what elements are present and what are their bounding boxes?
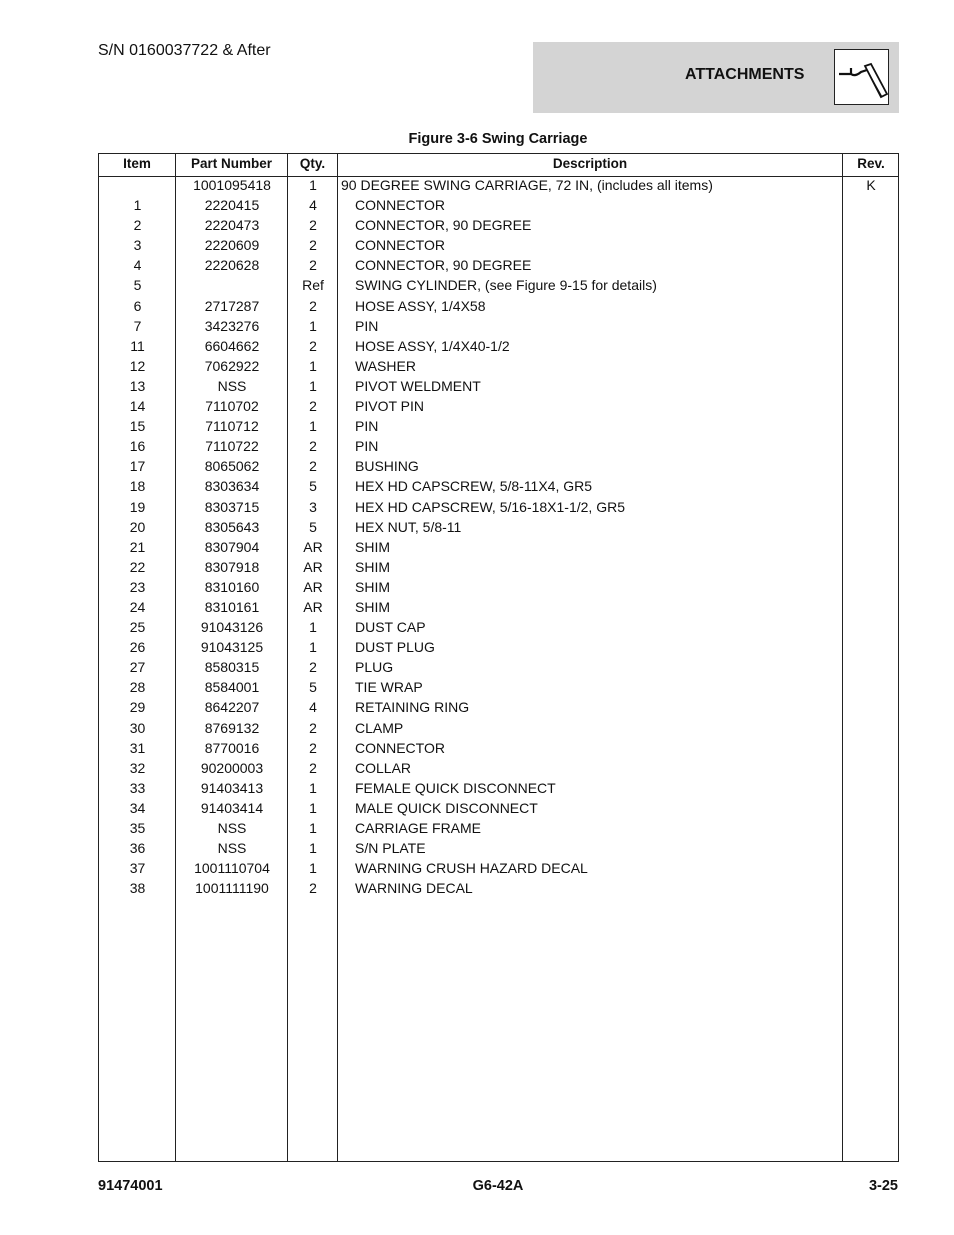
table-row bbox=[99, 456, 898, 476]
table-row bbox=[99, 215, 898, 235]
cell-item: 38 bbox=[129, 880, 146, 897]
cell-part-number: 2220609 bbox=[204, 237, 260, 254]
table-row bbox=[99, 798, 898, 818]
cell-qty: AR bbox=[303, 578, 323, 595]
cell-description: CLAMP bbox=[355, 719, 404, 736]
serial-number: S/N 0160037722 & After bbox=[98, 42, 271, 59]
table-row bbox=[99, 858, 898, 878]
cell-item: 4 bbox=[133, 257, 142, 274]
cell-part-number: 8307904 bbox=[204, 538, 260, 555]
cell-part-number: 7062922 bbox=[204, 357, 260, 374]
table-row bbox=[99, 517, 898, 537]
cell-description: TIE WRAP bbox=[355, 679, 423, 696]
cell-qty: 1 bbox=[309, 418, 317, 435]
hydraulic-attachment-icon bbox=[834, 49, 889, 105]
table-row bbox=[99, 275, 898, 295]
cell-item: 28 bbox=[129, 679, 146, 696]
cell-description: CONNECTOR bbox=[355, 237, 445, 254]
cell-item: 27 bbox=[129, 659, 146, 676]
table-row bbox=[99, 476, 898, 496]
cell-qty: 1 bbox=[309, 377, 317, 394]
cell-part-number: 3423276 bbox=[204, 317, 260, 334]
cell-item: 7 bbox=[133, 317, 142, 334]
table-row bbox=[99, 617, 898, 637]
table-row bbox=[99, 235, 898, 255]
column-header-description: Description bbox=[552, 156, 628, 171]
cell-qty: 2 bbox=[309, 337, 317, 354]
table-row bbox=[99, 175, 898, 195]
cell-item: 22 bbox=[129, 558, 146, 575]
table-row bbox=[99, 878, 898, 898]
table-row bbox=[99, 537, 898, 557]
cell-qty: 2 bbox=[309, 297, 317, 314]
cell-description: SHIM bbox=[355, 538, 390, 555]
cell-part-number: 8769132 bbox=[204, 719, 260, 736]
cell-item: 14 bbox=[129, 398, 146, 415]
cell-qty: 3 bbox=[309, 498, 317, 515]
cell-description: DUST CAP bbox=[355, 619, 426, 636]
cell-description: CONNECTOR, 90 DEGREE bbox=[355, 257, 532, 274]
cell-qty: 2 bbox=[309, 398, 317, 415]
footer-page-number: 3-25 bbox=[868, 1178, 898, 1194]
cell-description: RETAINING RING bbox=[355, 699, 470, 716]
cell-description: CONNECTOR bbox=[355, 197, 445, 214]
table-row bbox=[99, 818, 898, 838]
cell-description: WARNING CRUSH HAZARD DECAL bbox=[355, 860, 588, 877]
cell-item: 19 bbox=[129, 498, 146, 515]
cell-description: PIVOT WELDMENT bbox=[355, 377, 481, 394]
cell-part-number: 8310160 bbox=[204, 578, 260, 595]
cell-item: 26 bbox=[129, 639, 146, 656]
cell-item: 23 bbox=[129, 578, 146, 595]
cell-part-number: NSS bbox=[217, 377, 247, 394]
cell-description: HEX HD CAPSCREW, 5/16-18X1-1/2, GR5 bbox=[355, 498, 625, 515]
cell-description: BUSHING bbox=[355, 458, 419, 475]
table-row bbox=[99, 697, 898, 717]
cell-qty: 1 bbox=[309, 619, 317, 636]
table-row bbox=[99, 577, 898, 597]
section-title: ATTACHMENTS bbox=[685, 66, 805, 83]
cell-part-number: NSS bbox=[217, 820, 247, 836]
cell-description: PIN bbox=[355, 438, 379, 455]
table-row bbox=[99, 316, 898, 336]
cell-qty: 4 bbox=[309, 699, 317, 716]
cell-part-number: 8305643 bbox=[204, 518, 260, 535]
cell-qty: 1 bbox=[309, 177, 317, 193]
cell-description: HOSE ASSY, 1/4X58 bbox=[355, 297, 486, 314]
cell-qty: 5 bbox=[309, 478, 317, 495]
cell-qty: 2 bbox=[309, 237, 317, 254]
table-row bbox=[99, 557, 898, 577]
column-header-qty: Qty. bbox=[299, 156, 326, 171]
cell-description: 90 DEGREE SWING CARRIAGE, 72 IN, (includes all items) bbox=[341, 177, 713, 193]
cell-item: 1 bbox=[133, 197, 142, 214]
cell-part-number: 91403413 bbox=[200, 779, 264, 796]
table-row bbox=[99, 758, 898, 778]
cell-item: 3 bbox=[133, 237, 142, 254]
cell-description: SHIM bbox=[355, 558, 390, 575]
cell-qty: Ref bbox=[302, 277, 324, 294]
cell-part-number: 91043126 bbox=[200, 619, 264, 636]
table-row bbox=[99, 497, 898, 517]
cell-part-number: 8642207 bbox=[204, 699, 260, 716]
cell-item: 24 bbox=[129, 598, 146, 615]
cell-qty: AR bbox=[303, 598, 323, 615]
cell-rev: K bbox=[866, 177, 876, 193]
cell-part-number: 2220473 bbox=[204, 217, 260, 234]
cell-description: CONNECTOR bbox=[355, 739, 445, 756]
cell-part-number: 1001110704 bbox=[194, 860, 270, 877]
cell-part-number: 7110722 bbox=[205, 438, 259, 455]
cell-item: 20 bbox=[129, 518, 146, 535]
cell-description: CONNECTOR, 90 DEGREE bbox=[355, 217, 532, 234]
table-row bbox=[99, 597, 898, 617]
cell-item: 34 bbox=[129, 799, 146, 816]
cell-item: 13 bbox=[129, 377, 146, 394]
cell-part-number: 8770016 bbox=[204, 739, 260, 756]
cell-part-number: 6604662 bbox=[204, 337, 260, 354]
cell-part-number: 2220415 bbox=[204, 197, 260, 214]
cell-part-number: 2220628 bbox=[204, 257, 260, 274]
cell-item: 6 bbox=[133, 297, 142, 314]
cell-qty: 1 bbox=[309, 840, 317, 857]
cell-item: 21 bbox=[129, 538, 146, 555]
cell-description: SHIM bbox=[355, 578, 390, 595]
cell-qty: 2 bbox=[309, 438, 317, 455]
cell-qty: 1 bbox=[309, 779, 317, 796]
cell-part-number: 8307918 bbox=[204, 558, 260, 575]
cell-qty: 5 bbox=[309, 518, 317, 535]
cell-description: WARNING DECAL bbox=[355, 880, 473, 897]
cell-description: HEX NUT, 5/8-11 bbox=[355, 518, 462, 535]
cell-description: PLUG bbox=[355, 659, 394, 676]
cell-qty: 2 bbox=[309, 739, 317, 756]
table-row bbox=[99, 637, 898, 657]
table-row bbox=[99, 657, 898, 677]
table-row bbox=[99, 838, 898, 858]
cell-part-number: 8310161 bbox=[204, 598, 260, 615]
cell-qty: 1 bbox=[309, 860, 317, 877]
table-row bbox=[99, 436, 898, 456]
cell-description: HEX HD CAPSCREW, 5/8-11X4, GR5 bbox=[355, 478, 593, 495]
column-header-item: Item bbox=[123, 156, 151, 171]
section-header bbox=[533, 42, 899, 113]
cell-part-number: 8303715 bbox=[204, 498, 260, 515]
table-row bbox=[99, 336, 898, 356]
cell-description: PIN bbox=[355, 418, 379, 435]
cell-part-number: 8303634 bbox=[204, 478, 260, 495]
cell-item: 36 bbox=[129, 840, 146, 857]
cell-description: SWING CYLINDER, (see Figure 9-15 for details) bbox=[355, 277, 657, 294]
cell-qty: 5 bbox=[309, 679, 317, 696]
cell-qty: 2 bbox=[309, 719, 317, 736]
cell-part-number: 90200003 bbox=[200, 759, 264, 776]
cell-part-number: 91403414 bbox=[200, 799, 264, 816]
cell-item: 31 bbox=[129, 739, 146, 756]
cell-item: 15 bbox=[129, 418, 146, 435]
cell-item: 11 bbox=[130, 337, 145, 354]
cell-part-number: NSS bbox=[217, 840, 247, 857]
cell-item: 29 bbox=[129, 699, 146, 716]
cell-qty: AR bbox=[303, 538, 323, 555]
cell-description: SHIM bbox=[355, 598, 390, 615]
cell-item: 12 bbox=[129, 357, 146, 374]
cell-item: 35 bbox=[129, 820, 146, 836]
table-row bbox=[99, 677, 898, 697]
cell-qty: 2 bbox=[309, 759, 317, 776]
figure-title: Figure 3-6 Swing Carriage bbox=[408, 131, 588, 147]
cell-description: HOSE ASSY, 1/4X40-1/2 bbox=[355, 337, 510, 354]
cell-description: PIN bbox=[355, 317, 379, 334]
table-row bbox=[99, 376, 898, 396]
cell-part-number: 1001095418 bbox=[193, 177, 271, 193]
cell-item: 32 bbox=[129, 759, 146, 776]
cell-qty: 2 bbox=[309, 458, 317, 475]
cell-description: MALE QUICK DISCONNECT bbox=[355, 799, 538, 816]
cell-item: 25 bbox=[129, 619, 146, 636]
cell-description: FEMALE QUICK DISCONNECT bbox=[355, 779, 556, 796]
cell-qty: 1 bbox=[309, 799, 317, 816]
cell-item: 33 bbox=[129, 779, 146, 796]
cell-item: 18 bbox=[129, 478, 146, 495]
column-header-rev: Rev. bbox=[857, 156, 885, 171]
cell-part-number: 1001111190 bbox=[195, 880, 269, 897]
cell-description: WASHER bbox=[355, 357, 416, 374]
table-row bbox=[99, 356, 898, 376]
cell-description: CARRIAGE FRAME bbox=[355, 820, 482, 836]
table-row bbox=[99, 416, 898, 436]
cell-item: 17 bbox=[129, 458, 146, 475]
cell-item: 37 bbox=[129, 860, 146, 877]
cell-item: 2 bbox=[133, 217, 142, 234]
cell-part-number: 7110702 bbox=[205, 398, 259, 415]
cell-description: DUST PLUG bbox=[355, 639, 435, 656]
table-row bbox=[99, 255, 898, 275]
cell-part-number: 8065062 bbox=[204, 458, 260, 475]
table-row bbox=[99, 738, 898, 758]
cell-qty: 1 bbox=[309, 317, 317, 334]
cell-qty: AR bbox=[303, 558, 323, 575]
cell-item: 30 bbox=[129, 719, 146, 736]
table-row bbox=[99, 718, 898, 738]
cell-qty: 2 bbox=[309, 880, 317, 897]
cell-qty: 1 bbox=[309, 820, 317, 836]
cell-part-number: 2717287 bbox=[204, 297, 260, 314]
cell-qty: 2 bbox=[309, 257, 317, 274]
cell-item: 16 bbox=[129, 438, 146, 455]
cell-description: S/N PLATE bbox=[355, 840, 426, 857]
table-body bbox=[99, 175, 898, 898]
cell-part-number: 8580315 bbox=[204, 659, 260, 676]
footer-model: G6-42A bbox=[472, 1178, 524, 1194]
cell-qty: 2 bbox=[309, 217, 317, 234]
cell-qty: 4 bbox=[309, 197, 317, 214]
table-row bbox=[99, 396, 898, 416]
footer-doc-number: 91474001 bbox=[98, 1178, 163, 1194]
cell-part-number: 7110712 bbox=[205, 418, 259, 435]
table-row bbox=[99, 296, 898, 316]
parts-table bbox=[98, 153, 899, 1162]
column-header-part-number: Part Number bbox=[190, 156, 273, 171]
table-row bbox=[99, 778, 898, 798]
cell-item: 5 bbox=[133, 277, 142, 294]
table-row bbox=[99, 195, 898, 215]
cell-qty: 1 bbox=[309, 357, 317, 374]
cell-description: COLLAR bbox=[355, 759, 412, 776]
cell-part-number: 91043125 bbox=[200, 639, 264, 656]
cell-qty: 1 bbox=[309, 639, 317, 656]
cell-qty: 2 bbox=[309, 659, 317, 676]
cell-part-number: 8584001 bbox=[204, 679, 260, 696]
cell-description: PIVOT PIN bbox=[355, 398, 424, 415]
